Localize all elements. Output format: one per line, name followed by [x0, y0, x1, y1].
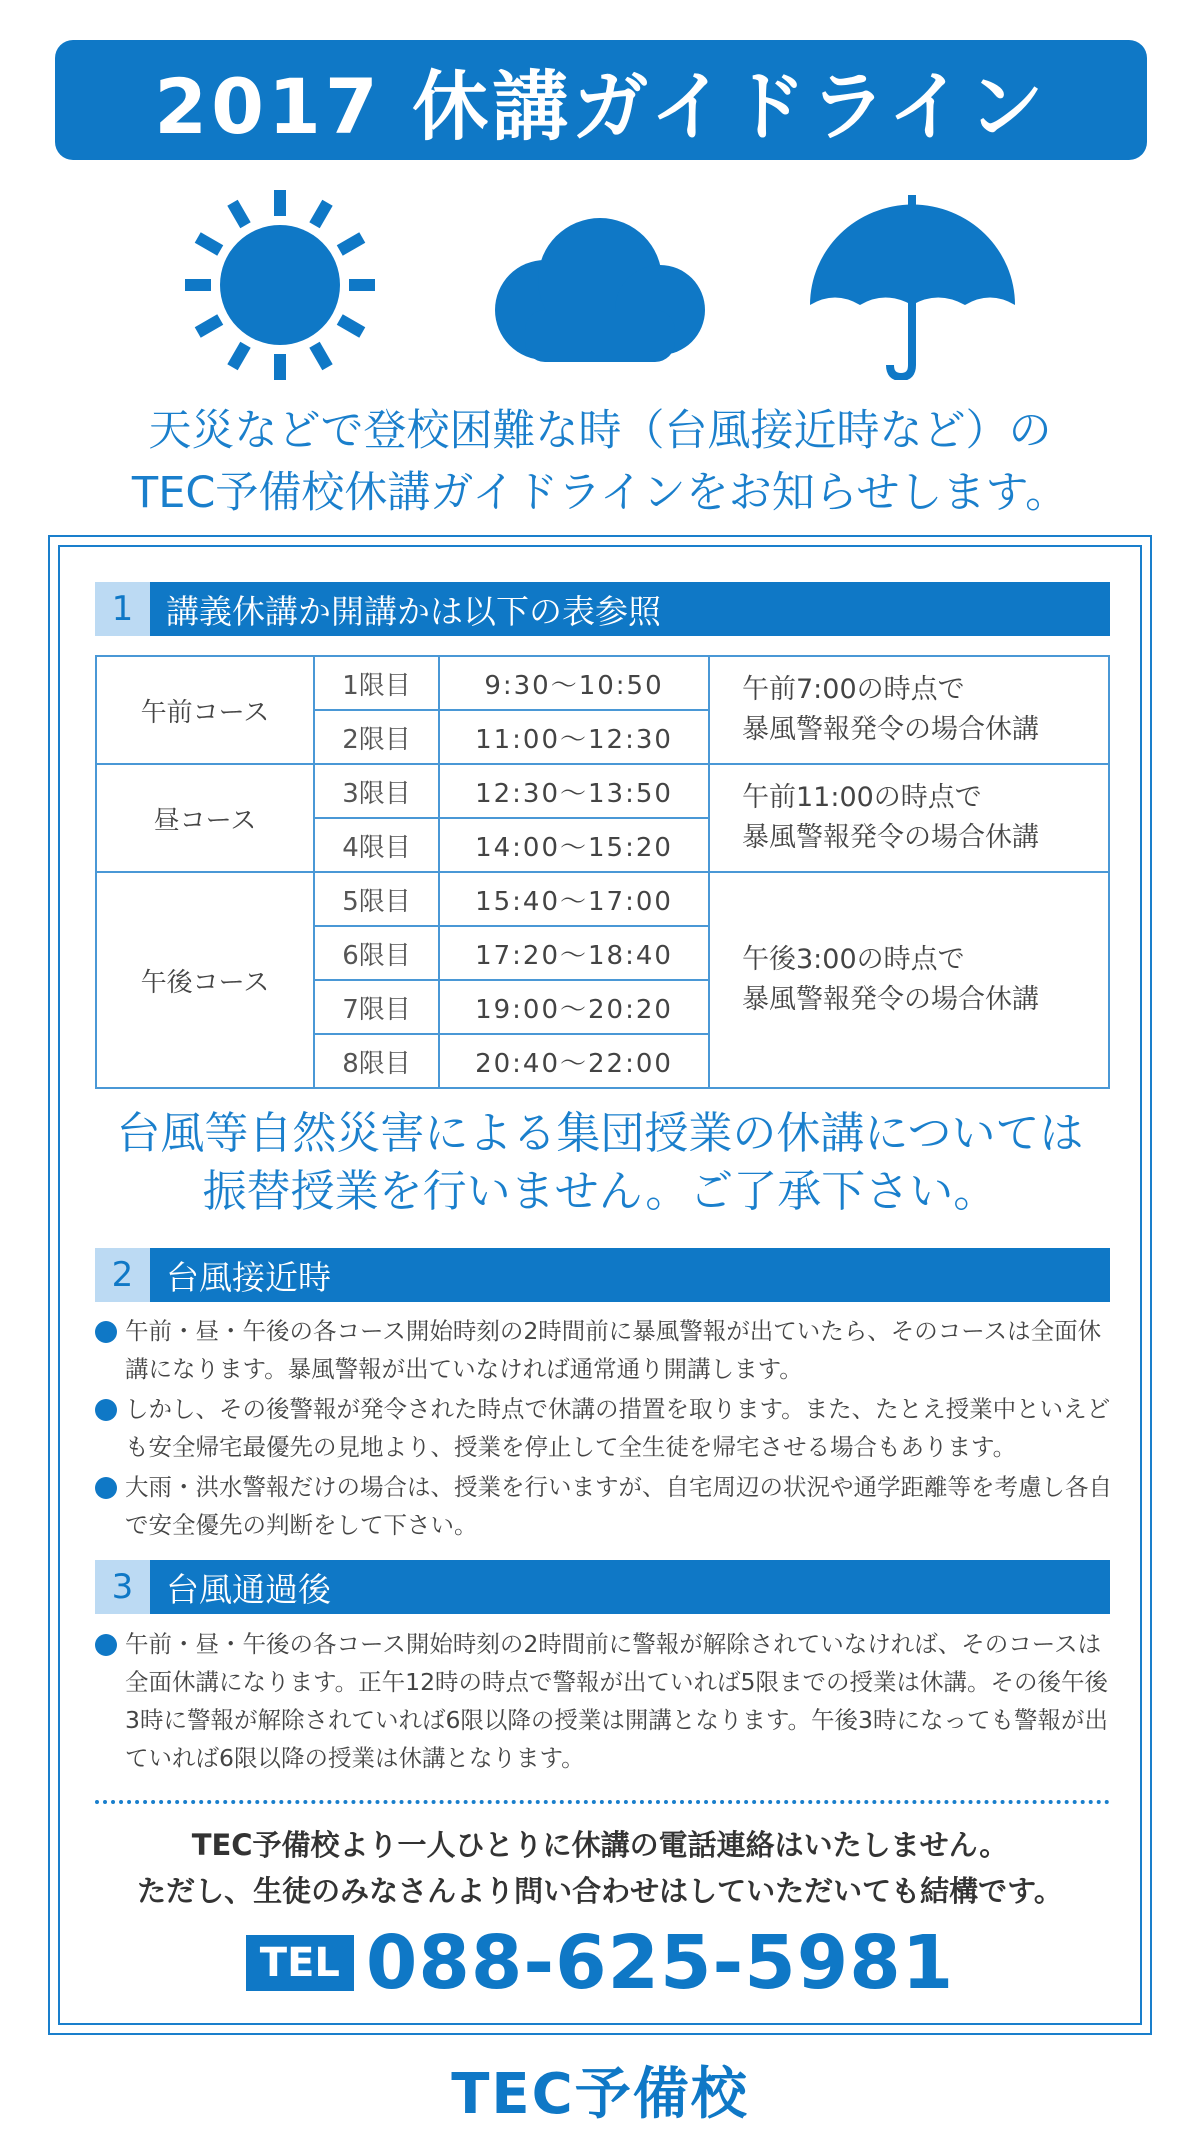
period-time: 12:30〜13:50	[439, 764, 709, 818]
period-time: 19:00〜20:20	[439, 980, 709, 1034]
period-label: 2限目	[314, 710, 439, 764]
table-row	[96, 872, 1109, 926]
bullet-icon	[95, 1477, 117, 1499]
cancel-condition-line-2: 暴風警報発令の場合休講	[742, 984, 1039, 1015]
section-2-number: 2	[95, 1248, 150, 1302]
section-2-title: 台風接近時	[166, 1257, 331, 1297]
intro-text	[0, 400, 1200, 524]
list-item: 午前・昼・午後の各コース開始時刻の2時間前に警報が解除されていなければ、そのコースは全面休講になります。正午12時の時点で警報が出ていれば5限までの授業は休講。その後午後3時に警報が解除されていれば6限以降の授業は開講となります。午後3時になっても警報が出ていれば6限以降の授業は休講となります。	[95, 1625, 1115, 1777]
period-label: 7限目	[314, 980, 439, 1034]
cancel-condition	[709, 764, 1109, 872]
tel-badge: TEL	[246, 1935, 354, 1991]
cancel-condition-line-1: 午後3:00の時点で	[742, 944, 965, 975]
period-label: 3限目	[314, 764, 439, 818]
title-banner	[55, 40, 1147, 160]
school-logo-text: TEC予備校	[451, 2062, 749, 2127]
period-label: 8限目	[314, 1034, 439, 1088]
schedule-table	[95, 655, 1110, 1089]
period-time: 14:00〜15:20	[439, 818, 709, 872]
cancel-condition-line-2: 暴風警報発令の場合休講	[742, 714, 1039, 745]
period-time: 9:30〜10:50	[439, 656, 709, 710]
notice-line-2: 振替授業を行いません。ご了承下さい。	[202, 1166, 998, 1217]
section-3-number: 3	[95, 1560, 150, 1614]
period-label: 1限目	[314, 656, 439, 710]
course-name: 午前コース	[96, 656, 314, 764]
closing-line-2: ただし、生徒のみなさんより問い合わせはしていただいても結構です。	[137, 1874, 1063, 1908]
bullet-icon	[95, 1321, 117, 1343]
period-time: 15:40〜17:00	[439, 872, 709, 926]
list-item: 大雨・洪水警報だけの場合は、授業を行いますが、自宅周辺の状況や通学距離等を考慮し各自で安全優先の判断をして下さい。	[95, 1468, 1115, 1544]
period-label: 5限目	[314, 872, 439, 926]
section-3-list	[95, 1625, 1115, 1779]
period-label: 6限目	[314, 926, 439, 980]
cancel-condition	[709, 872, 1109, 1088]
section-2-header	[95, 1248, 1110, 1302]
section-1-number: 1	[95, 582, 150, 636]
list-item: しかし、その後警報が発令された時点で休講の措置を取ります。また、たとえ授業中といえども安全帰宅最優先の見地より、授業を停止して全生徒を帰宅させる場合もあります。	[95, 1390, 1115, 1466]
period-label: 4限目	[314, 818, 439, 872]
cancel-condition-line-1: 午前7:00の時点で	[742, 674, 965, 705]
table-row	[96, 764, 1109, 818]
cloud-icon	[485, 215, 710, 365]
dotted-divider	[95, 1800, 1110, 1804]
sun-icon	[185, 190, 375, 380]
table-row	[96, 656, 1109, 710]
bullet-icon	[95, 1634, 117, 1656]
period-time: 11:00〜12:30	[439, 710, 709, 764]
section-3-title: 台風通過後	[166, 1569, 331, 1609]
phone-contact	[0, 1919, 1200, 2006]
cancel-condition-line-2: 暴風警報発令の場合休講	[742, 822, 1039, 853]
weather-icons	[0, 190, 1200, 390]
page-title: 2017 休講ガイドライン	[154, 61, 1048, 151]
no-makeup-notice	[0, 1105, 1200, 1221]
cancel-condition	[709, 656, 1109, 764]
intro-line-2: TEC予備校休講ガイドラインをお知らせします。	[131, 468, 1069, 518]
phone-number[interactable]: 088-625-5981	[365, 1919, 955, 2006]
section-1-header	[95, 582, 1110, 636]
cancel-condition-line-1: 午前11:00の時点で	[742, 782, 982, 813]
section-1-title: 講義休講か開講かは以下の表参照	[166, 591, 661, 631]
list-item: 午前・昼・午後の各コース開始時刻の2時間前に暴風警報が出ていたら、そのコースは全面休講になります。暴風警報が出ていなければ通常通り開講します。	[95, 1312, 1115, 1388]
closing-line-1: TEC予備校より一人ひとりに休講の電話連絡はいたしません。	[191, 1828, 1009, 1862]
section-2-list	[95, 1312, 1115, 1546]
notice-line-1: 台風等自然災害による集団授業の休講については	[116, 1108, 1084, 1159]
umbrella-icon	[805, 195, 1020, 380]
closing-text	[0, 1822, 1200, 1914]
course-name: 昼コース	[96, 764, 314, 872]
period-time: 20:40〜22:00	[439, 1034, 709, 1088]
period-time: 17:20〜18:40	[439, 926, 709, 980]
section-3-header	[95, 1560, 1110, 1614]
course-name: 午後コース	[96, 872, 314, 1088]
intro-line-1: 天災などで登校困難な時（台風接近時など）の	[148, 406, 1052, 456]
bullet-icon	[95, 1399, 117, 1421]
